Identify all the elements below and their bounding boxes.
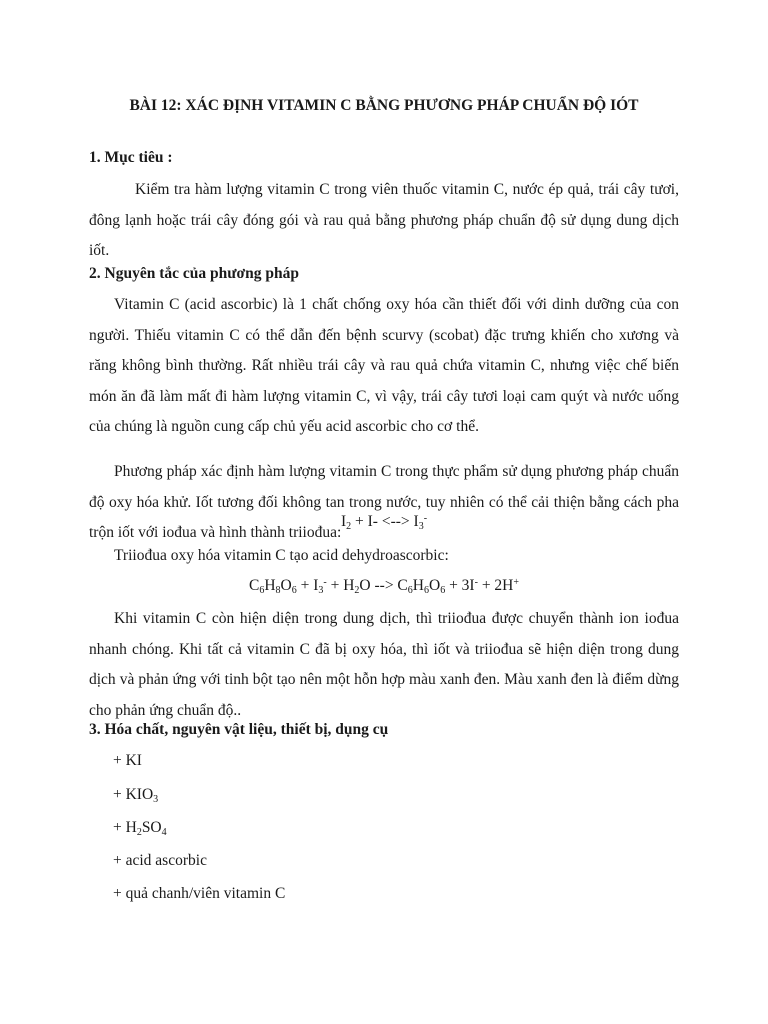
list-item-acid-ascorbic: + acid ascorbic bbox=[113, 852, 207, 869]
list-item-h2so4: + $H_2SO_4$ bbox=[113, 819, 167, 838]
equation-oxidation: $C_6H_8O_6 + I_3^- + H_2O$ --> $C_6H_6O_6 + 3I^- + 2H^+$ bbox=[248, 577, 520, 596]
section-1-text: Kiểm tra hàm lượng vitamin C trong viên thuốc vitamin C, nước ép quả, trái cây tươi, đông lạnh hoặc trái cây đóng gói và rau quả bằng phương pháp chuẩn độ sử dụng dung dịch iốt. bbox=[89, 181, 679, 259]
list-item-kio3: + $KIO_3$ bbox=[113, 786, 159, 805]
section-3-heading: 3. Hóa chất, nguyên vật liệu, thiết bị, dụng cụ bbox=[89, 721, 389, 738]
equation-triiodide: $I_2 + I-$ <--> $I_3^-$ bbox=[340, 513, 428, 532]
list-item-lemon-vitamin-c: + quả chanh/viên vitamin C bbox=[113, 885, 286, 902]
section-2-para-2: Phương pháp xác định hàm lượng vitamin C trong thực phẩm sử dụng phương pháp chuẩn độ oxy hóa khử. Iốt tương đối không tan trong nước, tuy nhiên có thể cải thiện bằng cách pha trộn iốt với iođua và hình thành triiođua: bbox=[89, 463, 679, 541]
section-2-heading: 2. Nguyên tắc của phương pháp bbox=[89, 265, 299, 282]
section-2-para-4: Khi vitamin C còn hiện diện trong dung dịch, thì triiođua được chuyển thành ion iođua nhanh chóng. Khi tất cả vitamin C đã bị oxy hóa, thì iốt và triiođua sẽ hiện diện trong dung dịch và phản ứng với tinh bột tạo nên một hỗn hợp màu xanh đen. Màu xanh đen là điểm dừng cho phản ứng chuẩn độ.. bbox=[89, 610, 679, 719]
section-2-para-3: Triiođua oxy hóa vitamin C tạo acid dehydroascorbic: bbox=[114, 547, 449, 564]
section-2-para-1: Vitamin C (acid ascorbic) là 1 chất chống oxy hóa cần thiết đối với dinh dưỡng của con người. Thiếu vitamin C có thể dẫn đến bệnh scurvy (scobat) đặc trưng khiến cho xương và răng không bình thường. Rất nhiều trái cây và rau quả chứa vitamin C, nhưng việc chế biến món ăn đã làm mất đi hàm lượng vitamin C, vì vậy, trái cây tươi loại cam quýt và nước uống của chúng là nguồn cung cấp chủ yếu acid ascorbic cho cơ thể. bbox=[89, 296, 679, 435]
page-title: BÀI 12: XÁC ĐỊNH VITAMIN C BẰNG PHƯƠNG PHÁP CHUẨN ĐỘ IÓT bbox=[129, 97, 639, 114]
list-item-ki: + KI bbox=[113, 752, 142, 769]
section-1-heading: 1. Mục tiêu : bbox=[89, 149, 173, 166]
